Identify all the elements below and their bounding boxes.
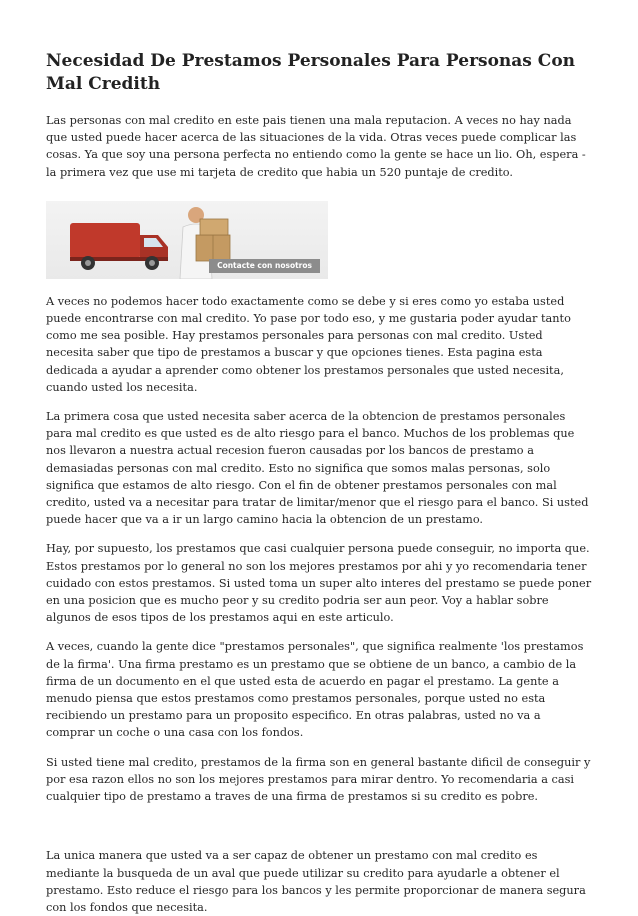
body-paragraph: Hay, por supuesto, los prestamos que casi cualquier persona puede conseguir, no importa que. Estos prestamos por lo general no son los mejores prestamos por ahi y yo recomendaria tener cuidado con estos prestamos. Si usted toma un super alto interes del prestamo se puede poner en una posicion que es mucho peor y su credito podria ser aun peor. Voy a hablar sobre algunos de esos tipos de los prestamos aqui en este articulo.	[46, 542, 592, 625]
body-paragraph: La primera cosa que usted necesita saber acerca de la obtencion de prestamos personales para mal credito es que usted es de alto riesgo para el banco. Muchos de los problemas que nos llevaron a nuestra actual recesion fueron causadas por los bancos de prestamo a demasiadas personas con mal credito. Esto no significa que somos malas personas, solo significa que estamos de alto riesgo. Con el fin de obtener prestamos personales con mal credito, usted va a necesitar para tratar de limitar/menor que el riesgo para el banco. Si usted puede hacer que va a ir un largo camino hacia la obtencion de un prestamo.	[46, 410, 589, 527]
intro-paragraph: Las personas con mal credito en este pais tienen una mala reputacion. A veces no hay nada que usted puede hacer acerca de las situaciones de la vida. Otras veces puede complicar las cosas. Ya que soy una persona perfecta no entiendo como la gente se hace un lio. Oh, espera - la primera vez que use mi tarjeta de credito que habia un 520 puntaje de credito.	[46, 114, 586, 179]
body-paragraph: A veces, cuando la gente dice "prestamos personales", que significa realmente 'los prestamos de la firma'. Una firma prestamo es un prestamo que se obtiene de un banco, a cambio de la firma de un documento en el que usted esta de acuerdo en pagar el prestamo. La gente a menudo piensa que estos prestamos como prestamos personales, porque usted no esta recibiendo un prestamo para un proposito especifico. En otras palabras, usted no va a comprar un coche o una casa con los fondos.	[46, 640, 584, 740]
body-paragraph: Si usted tiene mal credito, prestamos de la firma son en general bastante dificil de conseguir y por esa razon ellos no son los mejores prestamos para mirar dentro. Yo recomendaria a casi cualquier tipo de prestamo a traves de una firma de prestamos si su credito es pobre.	[46, 755, 591, 804]
contact-banner: Contacte con nosotros	[209, 259, 320, 273]
cardboard-box-top	[200, 219, 228, 235]
body-paragraph: A veces no podemos hacer todo exactamente como se debe y si eres como yo estaba usted puede encontrarse con mal credito. Yo pase por todo eso, y me gustaria poder ayudar tanto como me sea posible. Hay prestamos personales para personas con mal credito. Usted necesita saber que tipo de prestamos a buscar y que opciones tienes. Esta pagina esta dedicada a ayudar a aprender como obtener los prestamos personales que usted necesita, cuando usted los necesita.	[46, 294, 571, 394]
document-title: Necesidad De Prestamos Personales Para Personas Con Mal Credith	[46, 51, 576, 94]
delivery-image	[46, 201, 328, 279]
truck-cargo-box	[70, 223, 140, 259]
final-paragraph: La unica manera que usted va a ser capaz de obtener un prestamo con mal credito es mediante la busqueda de un aval que puede utilizar su credito para ayudarle a obtener el prestamo. Esto reduce el riesgo para los bancos y les permite proporcionar de manera segura con los fondos que necesita.	[46, 849, 586, 914]
